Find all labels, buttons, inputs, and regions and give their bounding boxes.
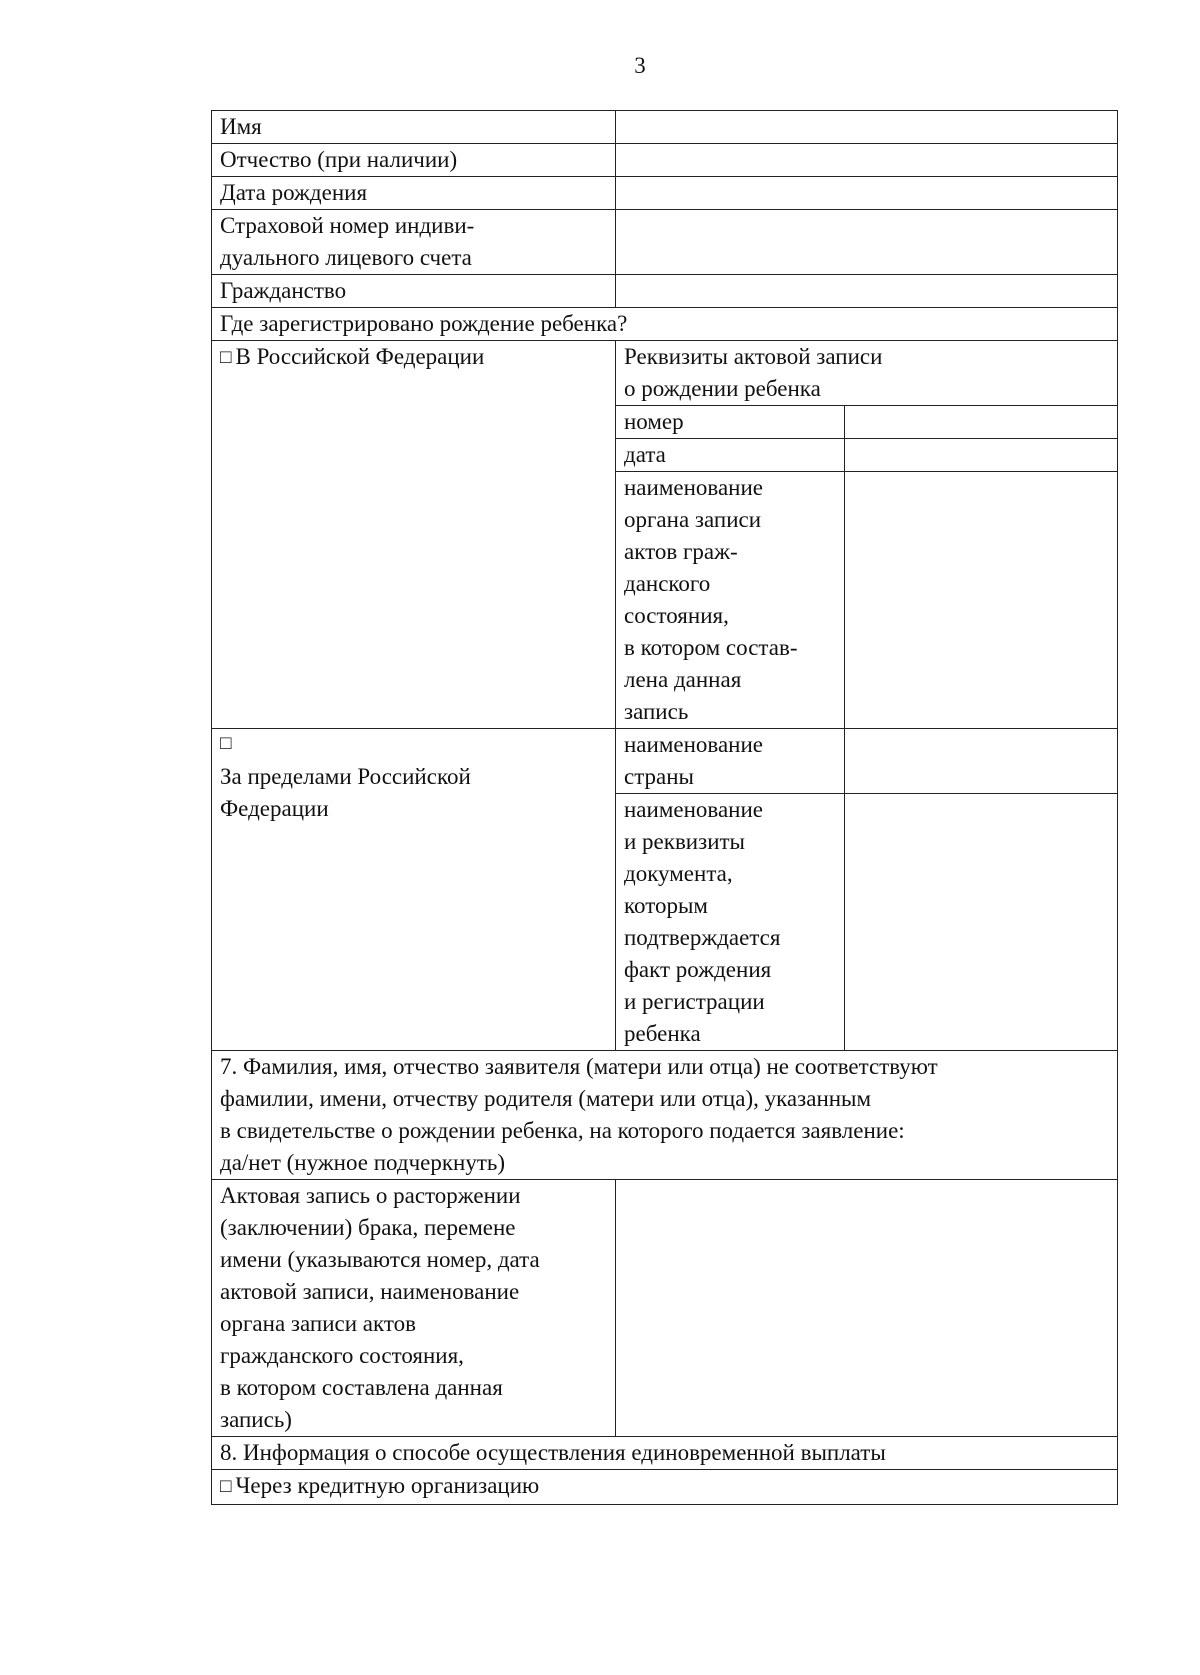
record-number-field[interactable] <box>845 406 1118 439</box>
page-number <box>0 50 1200 82</box>
credit-org-checkbox-icon[interactable]: □ <box>220 1476 232 1497</box>
document-field[interactable] <box>845 794 1118 1051</box>
row-section-7 <box>212 1051 1118 1180</box>
credit-org-option[interactable] <box>212 1470 1118 1505</box>
marriage-line-8: запись) <box>220 1407 292 1432</box>
marriage-line-3: имени (указываются номер, дата <box>220 1247 540 1272</box>
russia-option[interactable] <box>212 341 616 729</box>
birth-registered-question: Где зарегистрировано рождение ребенка? <box>212 308 1118 341</box>
section-7-line-1: 7. Фамилия, имя, отчество заявителя (матери или отца) не соответствуют <box>220 1054 938 1079</box>
row-section-8 <box>212 1437 1118 1470</box>
birth-record-header-line-1: Реквизиты актовой записи <box>624 344 883 369</box>
marriage-line-5: органа записи актов <box>220 1311 416 1336</box>
record-date-field[interactable] <box>845 439 1118 472</box>
document-line-4: которым <box>624 893 708 918</box>
authority-line-4: данского <box>624 571 711 596</box>
row-marriage-record <box>212 1180 1118 1437</box>
country-label-line-1: наименование <box>624 732 763 757</box>
snils-label <box>212 210 616 275</box>
abroad-line-1 <box>220 729 607 793</box>
marriage-line-4: актовой записи, наименование <box>220 1279 520 1304</box>
document-line-3: документа, <box>624 861 733 886</box>
abroad-checkbox-icon[interactable]: □ <box>220 733 232 754</box>
abroad-line-2: Федерации <box>220 796 329 821</box>
country-label-line-2: страны <box>624 764 695 789</box>
document-line-6: факт рождения <box>624 957 772 982</box>
section-7-line-3: в свидетельстве о рождении ребенка, на которого подается заявление: <box>220 1118 905 1143</box>
marriage-line-7: в котором составлена данная <box>220 1375 503 1400</box>
section-8-title: 8. Информация о способе осуществления единовременной выплаты <box>212 1437 1118 1470</box>
marriage-line-1: Актовая запись о расторжении <box>220 1183 521 1208</box>
record-number-label: номер <box>616 406 845 439</box>
authority-line-6: в котором состав- <box>624 635 798 660</box>
birth-record-header-line-2: о рождении ребенка <box>624 376 821 401</box>
abroad-checkbox-label: За пределами Российской <box>220 764 471 789</box>
authority-line-1: наименование <box>624 475 763 500</box>
authority-line-3: актов граж- <box>624 539 738 564</box>
country-label <box>616 729 845 794</box>
citizenship-field[interactable] <box>616 275 1118 308</box>
birth-date-field[interactable] <box>616 177 1118 210</box>
patronymic-label: Отчество (при наличии) <box>212 144 616 177</box>
birth-date-label: Дата рождения <box>212 177 616 210</box>
row-citizenship <box>212 275 1118 308</box>
document-label <box>616 794 845 1051</box>
snils-field[interactable] <box>616 210 1118 275</box>
document-line-7: и регистрации <box>624 989 765 1014</box>
row-credit-org <box>212 1470 1118 1505</box>
country-field[interactable] <box>845 729 1118 794</box>
name-label: Имя <box>212 111 616 144</box>
row-snils <box>212 210 1118 275</box>
document-line-5: подтверждается <box>624 925 781 950</box>
page-number-text: 3 <box>634 53 646 78</box>
marriage-line-2: (заключении) брака, перемене <box>220 1215 516 1240</box>
abroad-option[interactable] <box>212 729 616 1051</box>
authority-line-8: запись <box>624 699 689 724</box>
marriage-line-6: гражданского состояния, <box>220 1343 464 1368</box>
record-date-label: дата <box>616 439 845 472</box>
authority-line-5: состояния, <box>624 603 729 628</box>
patronymic-field[interactable] <box>616 144 1118 177</box>
snils-label-line-1: Страховой номер индиви- <box>220 213 475 238</box>
authority-line-2: органа записи <box>624 507 762 532</box>
marriage-record-field[interactable] <box>616 1180 1118 1437</box>
credit-org-label: Через кредитную организацию <box>235 1473 540 1498</box>
russia-checkbox-icon[interactable]: □ <box>220 347 232 368</box>
birth-record-header <box>616 341 1118 406</box>
section-7-line-4[interactable]: да/нет (нужное подчеркнуть) <box>220 1150 506 1175</box>
section-7-text <box>212 1051 1118 1180</box>
document-line-2: и реквизиты <box>624 829 746 854</box>
row-abroad-country <box>212 729 1118 794</box>
citizenship-label: Гражданство <box>212 275 616 308</box>
record-authority-label <box>616 472 845 729</box>
authority-line-7: лена данная <box>624 667 742 692</box>
russia-checkbox-label: В Российской Федерации <box>235 344 485 369</box>
section-7-line-2: фамилии, имени, отчеству родителя (матери или отца), указанным <box>220 1086 872 1111</box>
row-name <box>212 111 1118 144</box>
row-birth-registered <box>212 308 1118 341</box>
name-field[interactable] <box>616 111 1118 144</box>
marriage-record-label <box>212 1180 616 1437</box>
document-line-1: наименование <box>624 797 763 822</box>
document-line-8: ребенка <box>624 1021 701 1046</box>
application-form-table <box>211 110 1118 1505</box>
snils-label-line-2: дуального лицевого счета <box>220 245 472 270</box>
row-birth-date <box>212 177 1118 210</box>
record-authority-field[interactable] <box>845 472 1118 729</box>
row-patronymic <box>212 144 1118 177</box>
row-russia-header <box>212 341 1118 406</box>
